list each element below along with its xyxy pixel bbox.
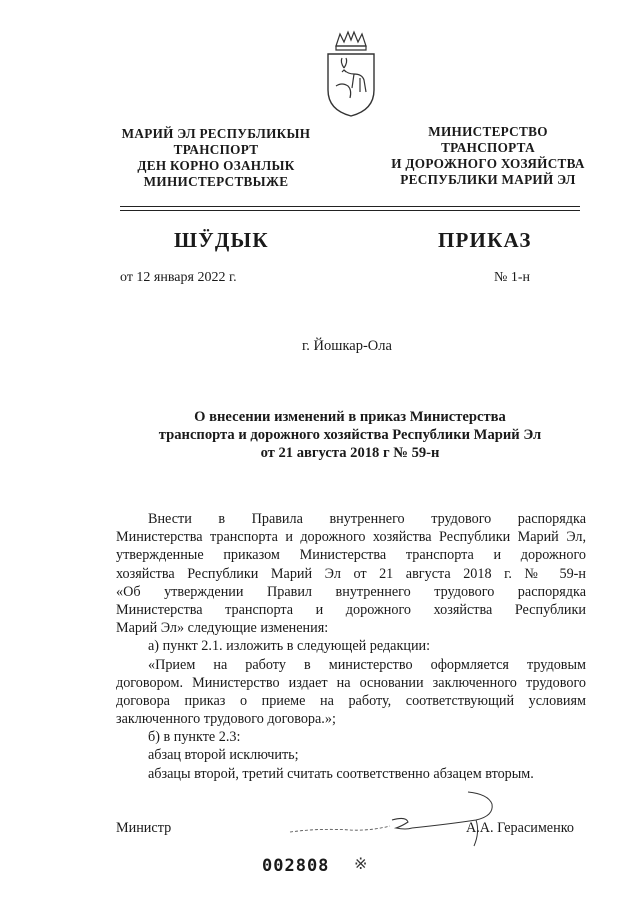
subject-line: транспорта и дорожного хозяйства Республики Марий Эл (158, 427, 542, 443)
body-line: «Прием на работу в министерство оформляется трудовым (148, 656, 586, 673)
header-left-line: ТРАНСПОРТ (173, 142, 259, 157)
header-right-block (376, 124, 600, 188)
subject-line: от 21 августа 2018 г № 59-н (260, 445, 440, 461)
body-line: Внести в Правила внутреннего трудового распорядка (148, 511, 586, 527)
header-left-line: МИНИСТЕРСТВЫЖЕ (143, 174, 289, 189)
header-right-line: И ДОРОЖНОГО ХОЗЯЙСТВА (391, 156, 585, 171)
body-line: абзац второй исключить; (148, 747, 299, 764)
serial-mark-icon: ※ (354, 856, 368, 873)
crown-icon (336, 32, 366, 50)
city: г. Йошкар-Ола (302, 338, 392, 354)
body-line: а) пункт 2.1. изложить в следующей редакции: (148, 638, 431, 655)
body-line: хозяйства Республики Марий Эл от 21 августа 2018 г. № 59-н (116, 565, 586, 582)
header-right-line: РЕСПУБЛИКИ МАРИЙ ЭЛ (400, 172, 576, 187)
body-line: Марий Эл» следующие изменения: (116, 620, 329, 637)
header-left-line: МАРИЙ ЭЛ РЕСПУБЛИКЫН (121, 126, 311, 141)
signatory-name: А.А. Герасименко (466, 820, 574, 836)
doc-type-mari: ШӰДЫК (174, 228, 269, 252)
header-divider-thin (120, 210, 580, 211)
signatory-title: Министр (116, 820, 172, 836)
body-line: договора приказ о приеме на работу, соответствующий условиям (116, 692, 586, 709)
header-right-line: ТРАНСПОРТА (441, 140, 535, 155)
header-right-line: МИНИСТЕРСТВО (428, 124, 548, 139)
form-serial-number: 002808 (262, 856, 330, 876)
body-line: заключенного трудового договора.»; (116, 711, 336, 728)
subject-line: О внесении изменений в приказ Министерства (194, 409, 506, 425)
elk-figure-icon (336, 58, 366, 98)
order-body (116, 510, 586, 783)
order-date: от 12 января 2022 г. (120, 270, 237, 285)
header-left-block (96, 126, 336, 190)
header-divider-thick (120, 206, 580, 207)
header-left-line: ДЕН КОРНО ОЗАНЛЫК (137, 158, 295, 173)
body-line: б) в пункте 2.3: (148, 729, 241, 746)
shield-icon (328, 54, 374, 116)
order-subject (120, 408, 580, 462)
doc-type-russian: ПРИКАЗ (438, 228, 532, 252)
body-line: абзацы второй, третий считать соответственно абзацем вторым. (148, 765, 534, 782)
body-line: Министерства транспорта и дорожного хозяйства Республики Марий Эл, (116, 529, 586, 546)
body-line: Министерства транспорта и дорожного хозяйства Республики (116, 601, 586, 618)
body-line: договором. Министерство издает на основании заключенного трудового (116, 674, 586, 691)
body-line: «Об утверждении Правил внутреннего трудового распорядка (116, 583, 586, 600)
body-line: утвержденные приказом Министерства транспорта и дорожного (116, 547, 586, 564)
order-number: № 1-н (494, 270, 531, 285)
coat-of-arms-emblem (322, 28, 380, 118)
